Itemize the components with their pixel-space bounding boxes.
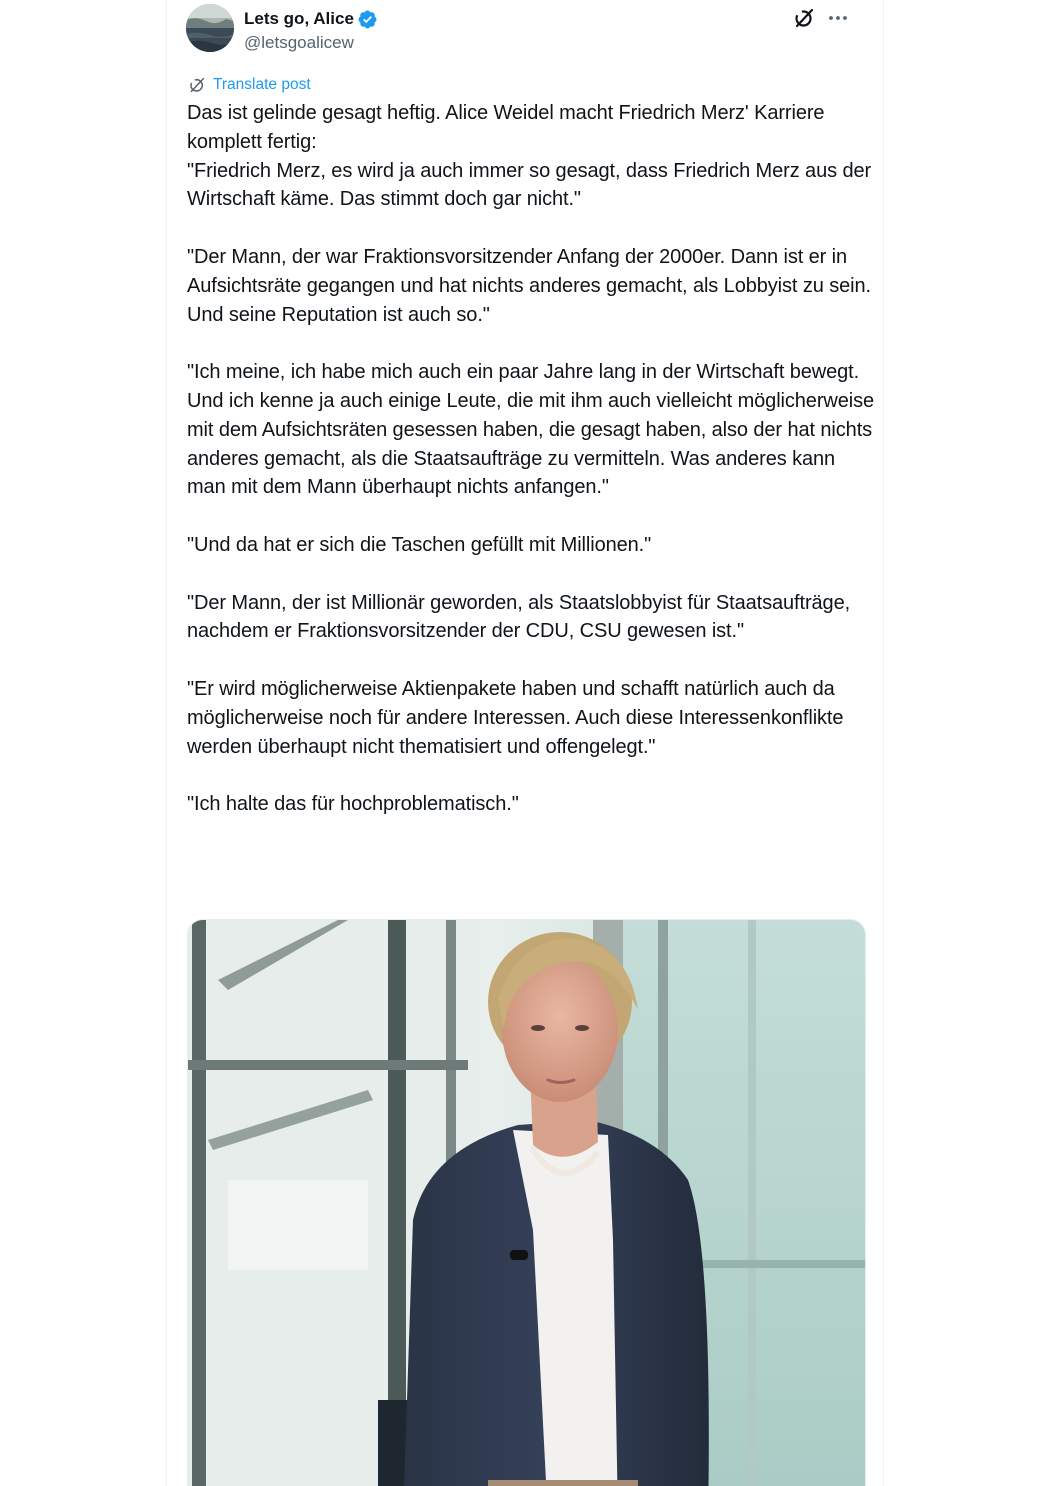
translate-post-link[interactable] — [188, 74, 311, 96]
translate-post-label[interactable]: Translate post — [213, 76, 311, 93]
post-paragraph: "Ich halte das für hochproblematisch." — [187, 793, 519, 816]
author-handle[interactable]: @letsgoalicew — [244, 33, 354, 52]
avatar-image — [186, 4, 234, 52]
post-paragraph: "Der Mann, der war Fraktionsvorsitzender Anfang der 2000er. Dann ist er in Aufsichtsräte gegangen und hat nichts anderes gemacht, als Lobbyist zu sein. Und seine Reputation ist auch so." — [187, 245, 871, 326]
post-paragraph: "Und da hat er sich die Taschen gefüllt mit Millionen." — [187, 533, 652, 556]
avatar[interactable] — [186, 4, 234, 52]
grok-icon[interactable] — [792, 6, 816, 30]
display-name-row[interactable] — [244, 7, 378, 31]
translate-icon — [188, 76, 206, 94]
more-options-icon[interactable] — [826, 6, 850, 30]
tweet-header — [186, 4, 866, 54]
verified-badge-icon[interactable] — [357, 9, 378, 30]
post-paragraph: Das ist gelinde gesagt heftig. Alice Weidel macht Friedrich Merz' Karriere komplett fertig: "Friedrich Merz, es wird ja auch immer so gesagt, dass Friedrich Merz aus der Wirtschaft käme. Das stimmt doch gar nicht." — [187, 102, 872, 211]
post-text — [187, 99, 877, 819]
video-media[interactable] — [187, 919, 866, 1486]
post-paragraph: "Er wird möglicherweise Aktienpakete haben und schafft natürlich auch da möglicherweise noch für andere Interessen. Auch diese Interessenkonflikte werden überhaupt nicht thematisiert und offengelegt." — [187, 677, 844, 758]
tweet-card — [166, 0, 884, 1486]
video-still-image — [188, 920, 866, 1486]
author-names — [244, 7, 378, 55]
post-paragraph: "Ich meine, ich habe mich auch ein paar Jahre lang in der Wirtschaft bewegt. Und ich kenne ja auch einige Leute, die mit ihm auch vielleicht möglicherweise mit dem Aufsichtsräten gesessen haben, die gesagt haben, also der hat nichts anderes gemacht, als die Staatsaufträge zu vermitteln. Was anderes kann man mit dem Mann überhaupt nichts anfangen." — [187, 361, 875, 499]
display-name[interactable]: Lets go, Alice — [244, 9, 354, 28]
post-paragraph: "Der Mann, der ist Millionär geworden, als Staatslobbyist für Staatsaufträge, nachdem er Fraktionsvorsitzender der CDU, CSU gewesen ist." — [187, 591, 851, 643]
